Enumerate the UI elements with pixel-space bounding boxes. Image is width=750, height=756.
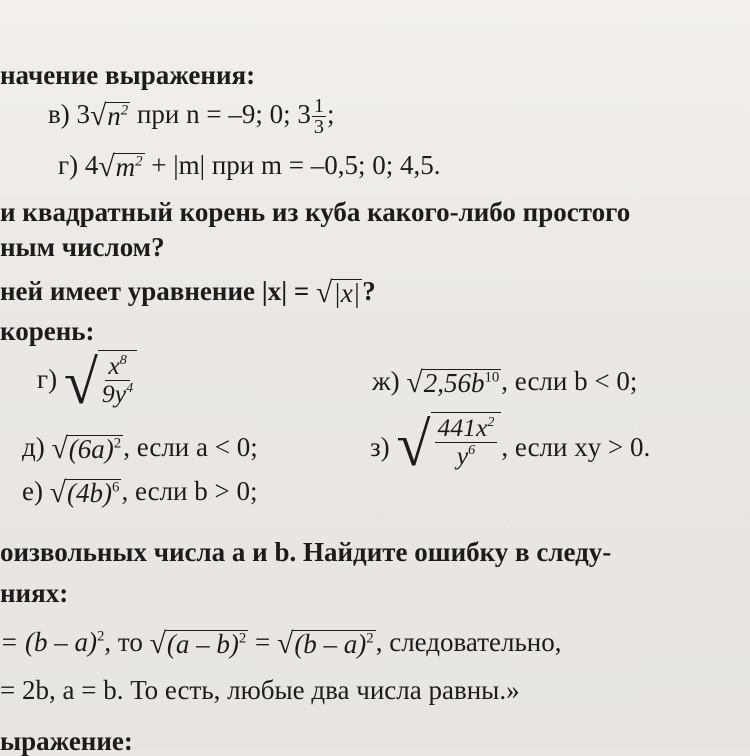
item-label: д)	[22, 432, 45, 462]
item-label: г)	[37, 364, 58, 394]
text-line: оизвольных числа a и b. Найдите ошибку в следу-	[0, 537, 612, 567]
item-label: з)	[370, 432, 390, 462]
radicand: (4b)	[67, 477, 113, 508]
fraction	[312, 96, 326, 138]
exponent: 2	[96, 628, 105, 645]
exercise-item-d	[22, 434, 258, 465]
text-line: корень:	[0, 316, 95, 346]
exponent: 2	[120, 102, 129, 119]
exponent: 8	[119, 352, 127, 369]
sqrt-expression: √ (a – b)$^2$	[149, 627, 247, 660]
radicand: 2,56b	[423, 367, 485, 398]
sqrt-expression: √ $m^2$	[98, 150, 143, 183]
exponent: 4	[126, 380, 134, 397]
radicand: (b – a)	[294, 628, 367, 659]
sqrt-expression: √ $(4b)^6$	[49, 476, 120, 509]
connector-text: , то	[104, 627, 143, 657]
equation-line	[0, 629, 562, 660]
condition-text: + |m| при m = –0,5; 0; 4,5.	[151, 150, 441, 180]
exercise-item-v	[48, 96, 335, 138]
item-label: е)	[22, 476, 43, 506]
exercise-item-zh	[372, 368, 637, 399]
condition-text: , если xy > 0.	[501, 432, 651, 462]
exponent: 6	[112, 479, 120, 496]
coefficient: 4	[84, 150, 99, 180]
exercise-item-g	[58, 152, 440, 183]
condition-text: при n = –9; 0; 3	[136, 98, 311, 129]
sqrt-expression: √ |x|	[316, 276, 361, 309]
radicand: n	[107, 100, 121, 131]
denominator: 3	[313, 116, 324, 139]
text-line: начение выражения:	[0, 60, 256, 90]
numerator: 441x	[437, 413, 488, 442]
text-line: и квадратный корень из куба какого-либо простого	[0, 197, 631, 227]
denominator: y	[456, 440, 469, 470]
exponent: 2	[487, 414, 495, 431]
denominator: 9y	[101, 378, 127, 408]
sqrt-expression: √ $2,56b^{10}$	[406, 366, 500, 399]
item-label: г)	[58, 150, 79, 180]
exponent: 2	[113, 435, 122, 452]
item-label: в)	[48, 98, 70, 129]
text-line: ыражение:	[0, 726, 133, 756]
exercise-item-z	[370, 410, 651, 479]
condition-text: , если a < 0;	[123, 432, 258, 462]
coefficient: 3	[76, 98, 90, 129]
exponent: 2	[366, 630, 374, 647]
exponent: 2	[135, 153, 143, 170]
condition-text: , если b > 0;	[121, 476, 258, 506]
text-line: = 2b, a = b. То есть, любые два числа равны.»	[0, 675, 520, 705]
condition-text: , если b < 0;	[501, 366, 638, 396]
sqrt-expression: √ (b – a)$^2$	[277, 627, 374, 660]
exponent: 6	[468, 442, 476, 459]
equals-sign: =	[255, 627, 271, 657]
sqrt-expression: √ $(6a)^2$	[51, 432, 122, 465]
radicand: m	[115, 151, 136, 182]
exponent: 10	[484, 369, 500, 386]
text-line: ным числом?	[0, 232, 165, 262]
punctuation: ;	[326, 98, 335, 129]
exercise-item-e	[22, 478, 257, 509]
sqrt-fraction-expression: √ $\frac{x^8}{9y^4}$	[64, 350, 137, 414]
connector-text: , следовательно,	[375, 627, 562, 657]
text-line: ниях:	[0, 578, 69, 608]
item-label: ж)	[372, 366, 400, 396]
expression: = (b – a)	[0, 627, 97, 657]
sqrt-fraction-expression: √ $\frac{441x^2}{y^6}$	[396, 412, 501, 476]
exponent: 2	[238, 630, 247, 647]
numerator: 1	[313, 95, 324, 117]
radicand: (a – b)	[166, 628, 239, 659]
punctuation: ?	[362, 276, 376, 306]
numerator: x	[108, 351, 120, 380]
equation-question	[0, 278, 376, 309]
sqrt-expression: √ $n^2$	[90, 99, 129, 132]
question-text: ней имеет уравнение |x| =	[0, 276, 310, 306]
radicand: (6a)	[68, 433, 114, 464]
radicand: |x|	[333, 277, 361, 308]
exercise-item-g2	[37, 348, 137, 417]
